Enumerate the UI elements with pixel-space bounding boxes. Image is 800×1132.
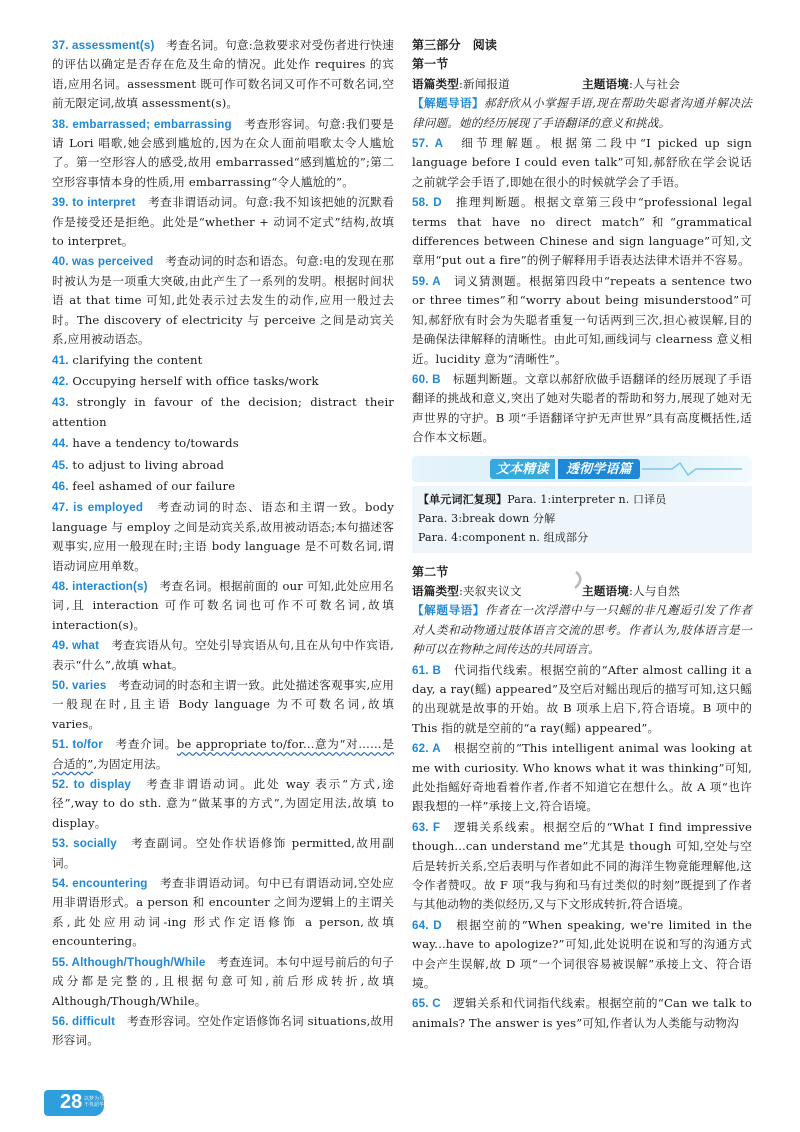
answer-55: 55. Although/Though/While 考查连词。本句中逗号前后的句子成分都是完整的,且根据句意可知,前后形成转折,故填 Although/Though/While。 xyxy=(52,954,394,1008)
answer-39: 39. to interpret 考查非谓语动词。句意:我不知该把她的沉默看作是接受还是拒绝。此处是“whether + 动词不定式”结构,故填 to interpret。 xyxy=(52,195,395,249)
answer-54: 54. encountering 考查非谓语动词。句中已有谓语动词,空处应用非谓语形式。a person 和 encounter 之间为逻辑上的主谓关系,此处应用动词-ing 形式作定语修饰 a person,故填 encountering。 xyxy=(52,876,395,949)
answer-50: 50. varies 考查动词的时态和主谓一致。此处描述客观事实,应用一般现在时,且主语 Body language 为不可数名词,故填 varies。 xyxy=(52,678,394,731)
answer-62: 62. A 根据空前的“This intelligent animal was looking at me with curiosity. Who knows what it was thinking”可知,此处指鳐好奇地看着作者,作者不知道它在想什么。故 A 项“也许跟我想的一样”承接上文,符合语境。 xyxy=(412,741,752,814)
answer-57: 57. A 细节理解题。根据第二段中“I picked up sign language before I could even talk”可知,郝舒欣在学会说话之前就学会手语了,即她在很小的时候就学会了手语。 xyxy=(412,136,752,189)
heartbeat-line-icon xyxy=(642,460,742,478)
answer-59: 59. A 词义猜测题。根据第四段中“repeats a sentence two or three times”和“worry about being misunderstood”可知,郝舒欣有时会为失聪者重复一句话两到三次,担心被误解,目的是确保法律解释的清晰性。由此可知,画线词与 clearness 意义相近。lucidity 意为“清晰性”。 xyxy=(412,273,752,366)
reading-banner xyxy=(412,456,752,482)
answer-53: 53. socially 考查副词。空处作状语修饰 permitted,故用副词。 xyxy=(52,836,394,870)
answer-44: 44. have a tendency to/towards xyxy=(52,436,239,451)
section2-guide: 【解题导语】作者在一次浮潜中与一只鳐的非凡邂逅引发了作者对人类和动物通过肢体语言交流的思考。作者认为,肢体语言是一种可以在物种之间传达的共同语言。 xyxy=(412,603,752,657)
right-column xyxy=(412,36,752,1034)
answer-58: 58. D 推理判断题。根据文章第三段中“professional legal terms that have no direct match”和“grammatical differences between Chinese and sign language”可知,文章用“put out a fire”的例子解释用手语表达法律术语并不容易。 xyxy=(412,195,752,268)
answer-60: 60. B 标题判断题。文章以郝舒欣做手语翻译的经历展现了手语翻译的挑战和意义,突出了她对失聪者的帮助和努力,展现了她对无声世界的守护。B 项“手语翻译守护无声世界”具有高度概括性,适合作本文标题。 xyxy=(412,371,752,445)
answer-43: 43. strongly in favour of the decision; distract their attention xyxy=(52,395,394,429)
section1-title: 第一节 xyxy=(412,57,449,72)
answer-46: 46. feel ashamed of our failure xyxy=(52,478,236,493)
page-number: 28 xyxy=(60,1091,83,1113)
answer-42: 42. Occupying herself with office tasks/work xyxy=(52,373,319,388)
vocab-box: 【单元词汇复现】Para. 1:interpreter n. 口译员 Para. 3:break down 分解 Para. 4:component n. 组成部分 xyxy=(412,486,752,553)
section1-guide: 【解题导语】郝舒欣从小掌握手语,现在帮助失聪者沟通并解决法律问题。她的经历展现了手语翻译的意义和挑战。 xyxy=(412,96,753,130)
answer-56: 56. difficult 考查形容词。空处作定语修饰名词 situations,故用形容词。 xyxy=(52,1013,394,1048)
underlined-phrase: be appropriate to/for...意为“对……是合适的” xyxy=(52,737,394,771)
left-column xyxy=(52,36,394,1052)
answer-41: 41. clarifying the content xyxy=(52,352,203,367)
answer-64: 64. D 根据空前的“When speaking, we're limited in the way...have to apologize?”可知,此处说明在说和写的沟通方式中会产生误解,故 D 项“一个词很容易被误解”承接上文、符合语境。 xyxy=(412,917,752,991)
answer-52: 52. to display 考查非谓语动词。此处 way 表示“方式,途径”,way to do sth. 意为“做某事的方式”,为固定用法,故填 to display。 xyxy=(52,777,395,830)
banner-label-2: 透彻学语篇 xyxy=(558,459,640,479)
answer-63: 63. F 逻辑关系线索。根据空后的“What I find impressive though...can understand me”尤其是 though 可知,空处与空后是转折关系,空后表明与作者如此不同的海洋生物竟能理解他,这令作者赞叹。故 F 项“我与狗和马有过类似的时刻”既提到了作者与其他动物的类似经历,又与下文形成转折,符合语境。 xyxy=(412,819,752,912)
section1-meta: 语篇类型:新闻报道 主题语境:人与社会 xyxy=(412,76,681,91)
answer-45: 45. to adjust to living abroad xyxy=(52,457,225,472)
answer-51: 51. to/for 考查介词。be appropriate to/for...意为“对……是合适的”,为固定用法。 xyxy=(52,737,394,771)
answer-48: 48. interaction(s) 考查名词。根据前面的 our 可知,此处应用名词,且 interaction 可作可数名词也可作不可数名词,故填 interaction(s)。 xyxy=(52,578,395,632)
part-title: 第三部分 阅读 xyxy=(412,38,498,52)
answer-65: 65. C 逻辑关系和代词指代线索。根据空前的“Can we talk to animals? The answer is yes”可知,作者认为人类能与动物沟 xyxy=(412,996,752,1030)
answer-38: 38. embarrassed; embarrassing 考查形容词。句意:我们要是请 Lori 唱歌,她会感到尴尬的,因为在众人面前唱歌太令人尴尬了。第一空形容人的感受,故用 embarrassed“感到尴尬的”;第二空形容事情本身的性质,用 embarrassing“令人尴尬的”。 xyxy=(52,116,394,189)
answer-37: 37. assessment(s) 考查名词。句意:急救要求对受伤者进行快速的评估以确定是否存在危及生命的情况。此处作 requires 的宾语,应用名词。assessment 既可作可数名词又可作不可数名词,空前无限定词,故填 assessment(s)。 xyxy=(52,38,394,111)
page-number-badge xyxy=(44,1090,104,1116)
answer-40: 40. was perceived 考查动词的时态和语态。句意:电的发现在那时被认为是一项重大突破,由此产生了一系列的发明。根据时间状语 at that time 可知,此处表示过去发生的动作,应用一般过去时。The discovery of electricity 与 perceive 之间是动宾关系,应用被动语态。 xyxy=(52,254,394,347)
page-badge-slogan: 以梦为马 不负韶华 xyxy=(84,1096,105,1108)
swoosh-decoration-icon xyxy=(573,571,587,589)
answer-49: 49. what 考查宾语从句。空处引导宾语从句,且在从句中作宾语,表示“什么”,故填 what。 xyxy=(52,638,394,672)
banner-label-1: 文本精读 xyxy=(490,459,555,479)
answer-47: 47. is employed 考查动词的时态、语态和主谓一致。body language 与 employ 之间是动宾关系,故用被动语态;本句描述客观事实,应用一般现在时;主语 body language 是不可数名词,谓语动词应用单数。 xyxy=(52,500,394,573)
answer-61: 61. B 代词指代线索。根据空前的“After almost calling it a day, a ray(鳐) appeared”及空后对鳐出现后的描写可知,这只鳐的出现就是故事的开始。故 B 项承上启下,符合语境。B 项中的 This 指的就是空前的“a ray(鳐) appeared”。 xyxy=(412,662,752,735)
section2-meta: 语篇类型:夹叙夹议文 主题语境:人与自然 xyxy=(412,583,681,598)
section2-title: 第二节 xyxy=(412,564,449,579)
